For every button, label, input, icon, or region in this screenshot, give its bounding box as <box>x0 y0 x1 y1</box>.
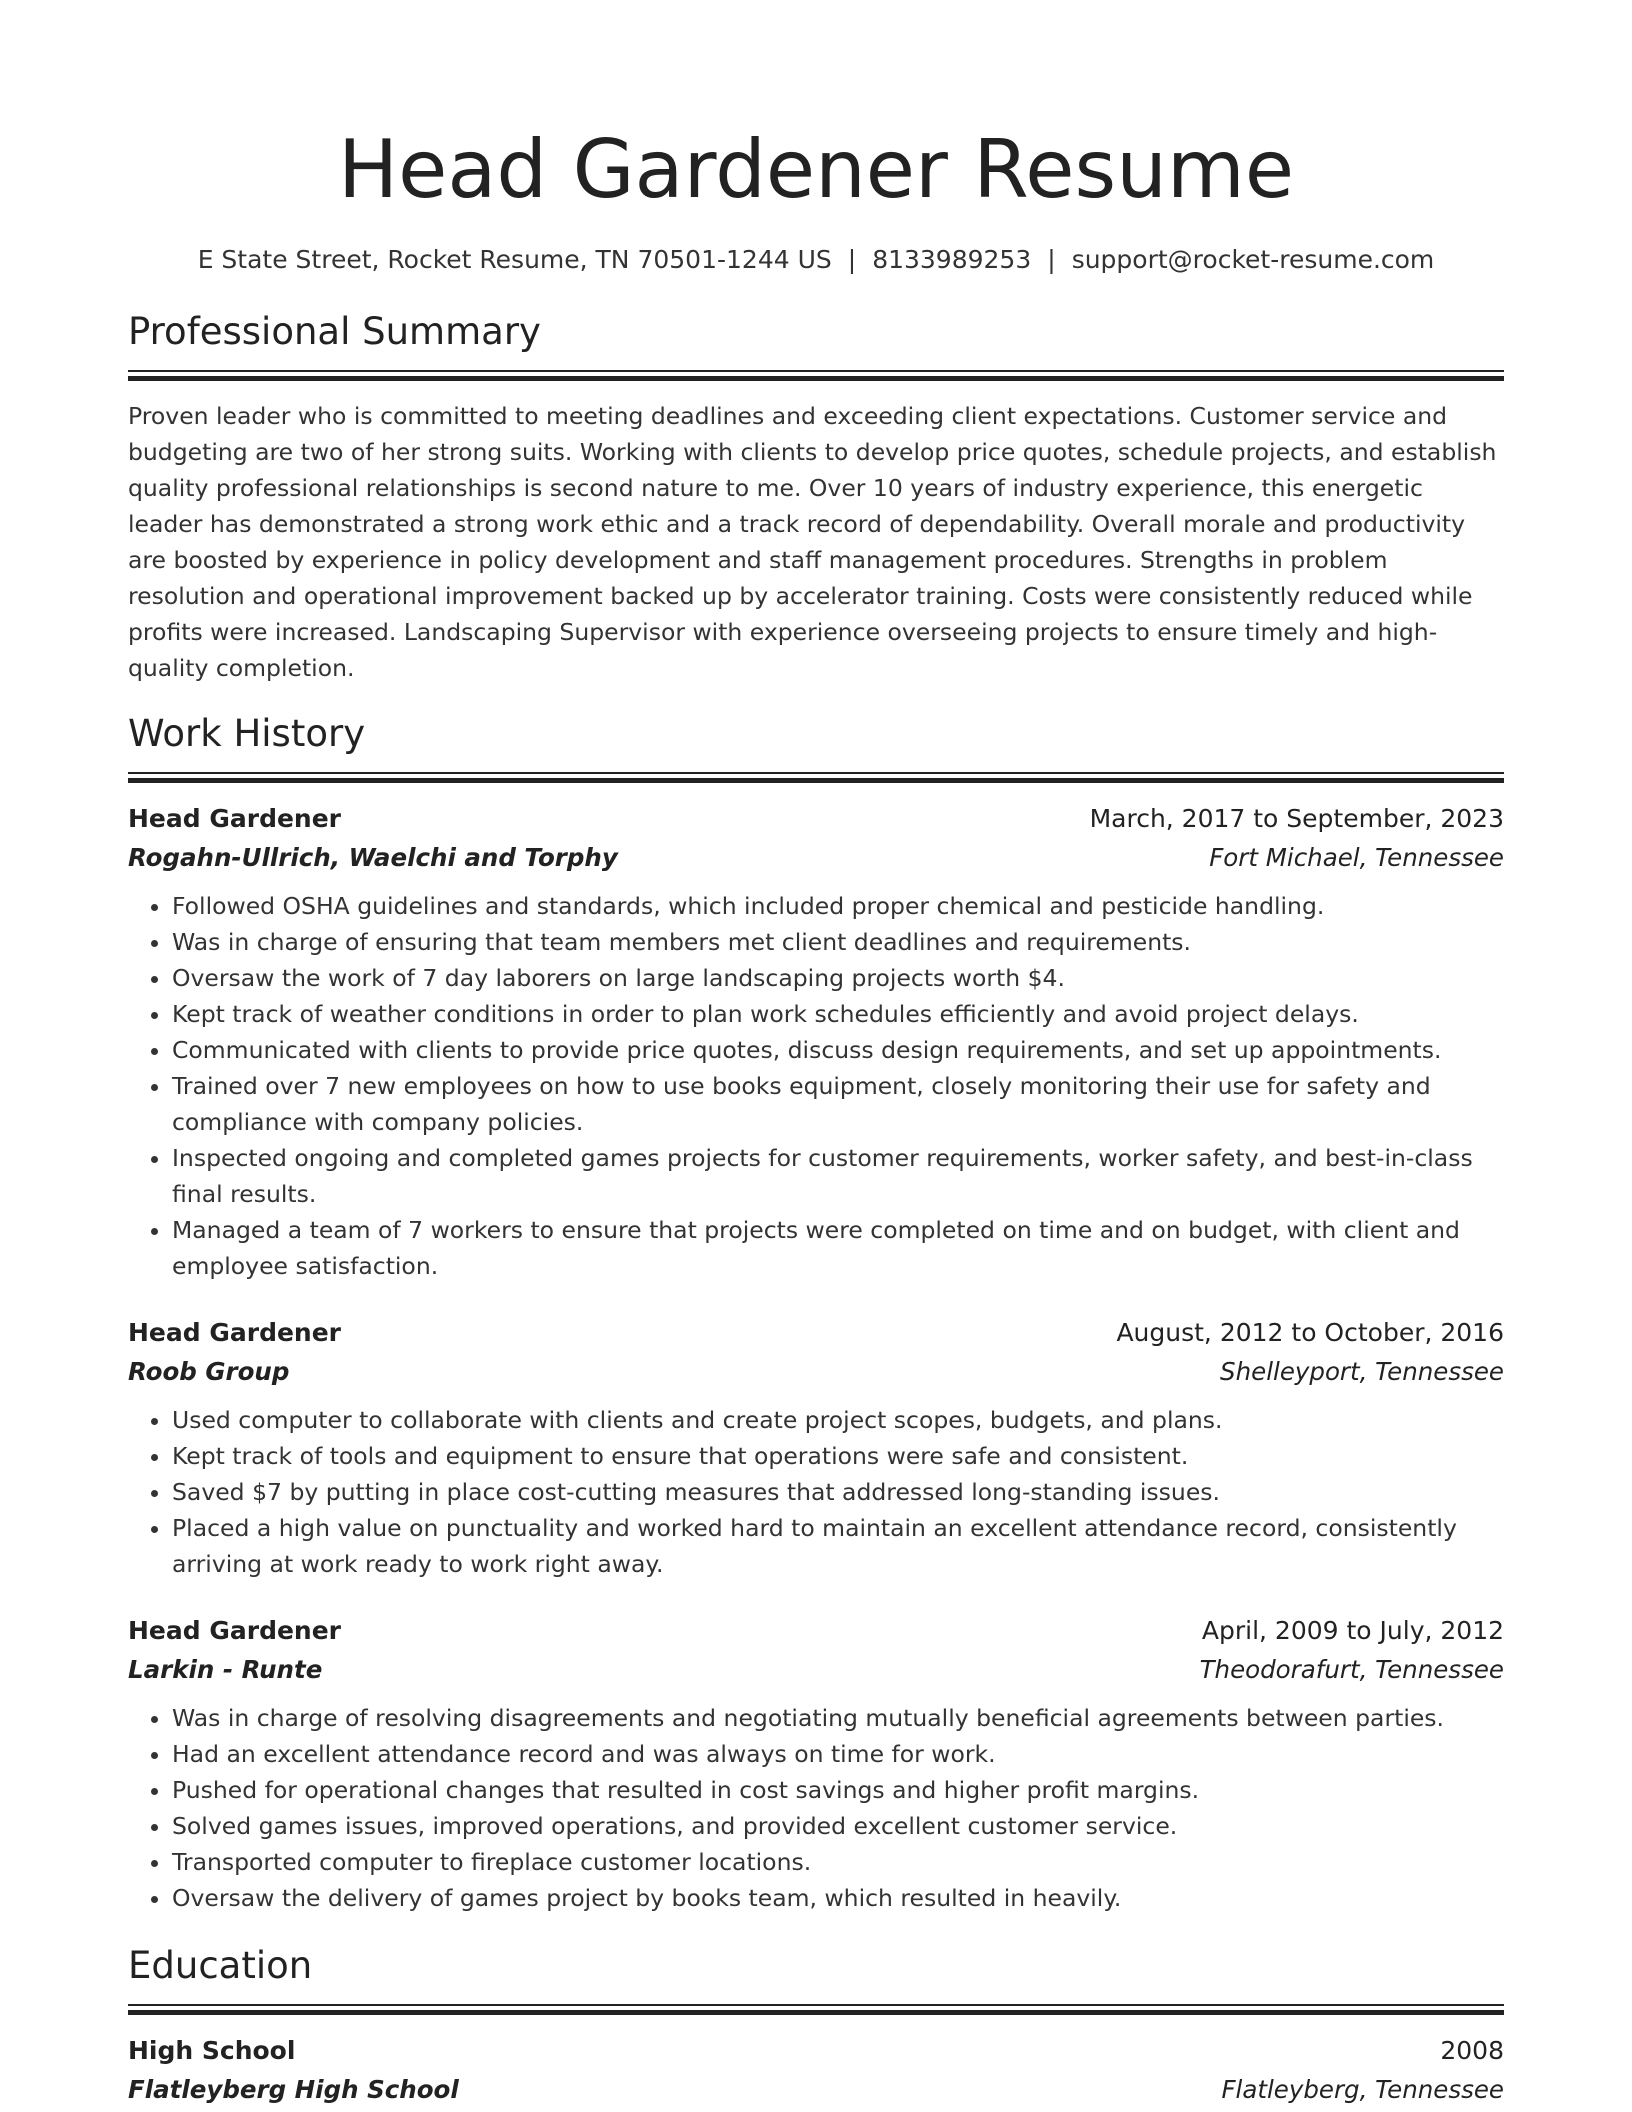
job-company: Roob Group <box>128 1356 290 1386</box>
summary-text: Proven leader who is committed to meeting deadlines and exceeding client expectations. Customer service and budgeting are two of her strong suits. Working with clients to develop price quotes, schedule projects, and establish quality professional relationships is second nature to me. Over 10 years of industry experience, this energetic leader has demonstrated a strong work ethic and a track record of dependability. Overall morale and productivity are boosted by experience in policy development and staff management procedures. Strengths in problem resolution and operational improvement backed up by accelerator training. Costs were consistently reduced while profits were increased. Landscaping Supervisor with experience overseeing projects to ensure timely and high-quality completion. <box>128 402 1497 682</box>
job-bullet: • Communicated with clients to provide price quotes, discuss design requirements, and set up appointments. <box>172 1032 1504 1068</box>
job-bullet: • Inspected ongoing and completed games projects for customer requirements, worker safety, and best-in-class final results. <box>172 1140 1504 1212</box>
job-title: Head Gardener <box>128 1615 342 1645</box>
job-header <box>128 1314 1504 1352</box>
contact-address: E State Street, Rocket Resume, TN 70501-1244 US <box>197 245 832 274</box>
job-bullet: • Managed a team of 7 workers to ensure that projects were completed on time and on budget, with client and employee satisfaction. <box>172 1212 1504 1284</box>
job-location: Theodorafurt, Tennessee <box>1199 1654 1504 1684</box>
job-subheader <box>128 838 1504 878</box>
job-bullet: • Saved $7 by putting in place cost-cutting measures that addressed long-standing issues. <box>172 1474 1504 1510</box>
section-divider <box>128 2004 1504 2014</box>
job-bullet: • Solved games issues, improved operations, and provided excellent customer service. <box>172 1808 1504 1844</box>
job-bullet: • Kept track of weather conditions in order to plan work schedules efficiently and avoid project delays. <box>172 996 1504 1032</box>
job-entry <box>128 1314 1504 1582</box>
job-bullet: • Pushed for operational changes that resulted in cost savings and higher profit margins. <box>172 1772 1504 1808</box>
education-header <box>128 2032 1504 2070</box>
contact-separator: | <box>1047 245 1056 274</box>
job-dates: August, 2012 to October, 2016 <box>1116 1317 1504 1347</box>
contact-email: support@rocket-resume.com <box>1071 245 1435 274</box>
contact-phone: 8133989253 <box>872 245 1032 274</box>
job-dates: March, 2017 to September, 2023 <box>1089 803 1504 833</box>
job-bullet: • Was in charge of ensuring that team members met client deadlines and requirements. <box>172 924 1504 960</box>
education-entry <box>128 2032 1504 2110</box>
job-bullet: • Had an excellent attendance record and was always on time for work. <box>172 1736 1504 1772</box>
section-divider <box>128 772 1504 782</box>
job-bullet: • Oversaw the delivery of games project by books team, which resulted in heavily. <box>172 1880 1504 1916</box>
education-subheader <box>128 2070 1504 2110</box>
job-subheader <box>128 1352 1504 1392</box>
resume-page <box>128 0 1504 2110</box>
job-bullet: • Oversaw the work of 7 day laborers on large landscaping projects worth $4. <box>172 960 1504 996</box>
job-company: Larkin - Runte <box>128 1654 323 1684</box>
job-header <box>128 800 1504 838</box>
summary-section <box>128 308 1504 686</box>
education-degree: High School <box>128 2035 296 2065</box>
job-bullet: • Was in charge of resolving disagreements and negotiating mutually beneficial agreements between parties. <box>172 1700 1504 1736</box>
job-title: Head Gardener <box>128 803 342 833</box>
education-location: Flatleyberg, Tennessee <box>1221 2074 1504 2104</box>
education-school: Flatleyberg High School <box>128 2074 459 2104</box>
job-company: Rogahn-Ullrich, Waelchi and Torphy <box>128 842 618 872</box>
section-heading-summary: Professional Summary <box>128 310 541 353</box>
job-entry <box>128 800 1504 1284</box>
contact-line <box>128 244 1504 276</box>
job-location: Fort Michael, Tennessee <box>1209 842 1504 872</box>
job-header <box>128 1612 1504 1650</box>
section-heading-education: Education <box>128 1943 313 1987</box>
job-bullet: • Followed OSHA guidelines and standards, which included proper chemical and pesticide handling. <box>172 888 1504 924</box>
education-section <box>128 1942 1504 2110</box>
resume-title: Head Gardener Resume <box>337 123 1295 216</box>
job-bullet: • Kept track of tools and equipment to ensure that operations were safe and consistent. <box>172 1438 1504 1474</box>
job-dates: April, 2009 to July, 2012 <box>1201 1615 1504 1645</box>
job-bullet: • Placed a high value on punctuality and worked hard to maintain an excellent attendance record, consistently arriving at work ready to work right away. <box>172 1510 1504 1582</box>
job-bullets <box>128 1402 1504 1582</box>
job-bullet: • Transported computer to fireplace customer locations. <box>172 1844 1504 1880</box>
education-year: 2008 <box>1440 2035 1504 2065</box>
job-bullet: • Trained over 7 new employees on how to use books equipment, closely monitoring their use for safety and compliance with company policies. <box>172 1068 1504 1140</box>
section-divider <box>128 370 1504 380</box>
job-entry <box>128 1612 1504 1916</box>
contact-separator: | <box>847 245 857 274</box>
job-bullets <box>128 888 1504 1284</box>
job-title: Head Gardener <box>128 1317 342 1347</box>
job-subheader <box>128 1650 1504 1690</box>
job-location: Shelleyport, Tennessee <box>1220 1356 1504 1386</box>
work-history-section <box>128 710 1504 1916</box>
section-heading-work-history: Work History <box>128 711 366 755</box>
job-bullets <box>128 1700 1504 1916</box>
job-bullet: • Used computer to collaborate with clients and create project scopes, budgets, and plans. <box>172 1402 1504 1438</box>
